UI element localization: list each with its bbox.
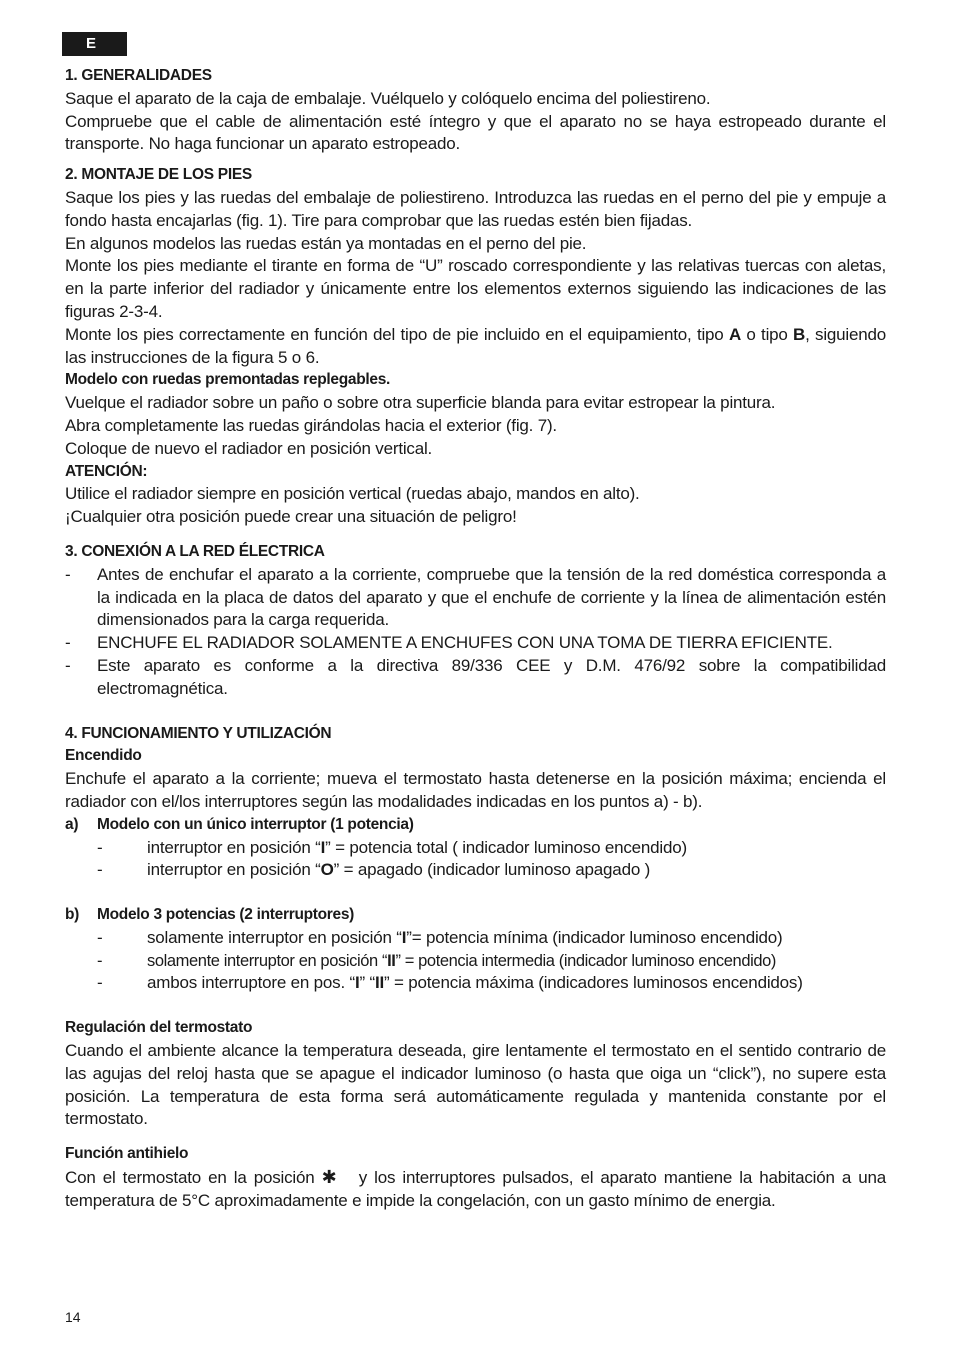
- list-item: [65, 655, 886, 701]
- section-2-paragraph: Utilice el radiador siempre en posición vertical (ruedas abajo, mandos en alto).: [65, 484, 640, 504]
- model-a-label: Modelo con un único interruptor (1 potencia): [97, 815, 414, 833]
- text-span: ” = potencia total ( indicador luminoso encendido): [325, 837, 687, 857]
- on-subtitle: Encendido: [65, 747, 142, 765]
- model-subtitle: Modelo con ruedas premontadas replegables.: [65, 371, 391, 389]
- text-span: ” “: [359, 973, 375, 993]
- section-2-paragraph: Abra completamente las ruedas girándolas hacia el exterior (fig. 7).: [65, 415, 557, 435]
- text-span: ” = potencia máxima (indicadores luminosos encendidos): [384, 973, 803, 993]
- text-span: solamente interruptor en posición “: [147, 927, 402, 947]
- list-item-text: Antes de enchufar el aparato a la corriente, compruebe que la tensión de la red doméstica corresponda a la indicada en la placa de datos del aparato y que el enchufe de corriente y la línea de alimentación estén dimensionados para la carga requerida.: [97, 564, 886, 630]
- model-b-label: Modelo 3 potencias (2 interruptores): [97, 906, 355, 924]
- language-tab: E: [62, 32, 127, 56]
- section-2-paragraph: Coloque de nuevo el radiador en posición vertical.: [65, 438, 433, 458]
- text-span: , siguiendo las instrucciones de la figura 5 o 6.: [65, 324, 887, 367]
- list-item: [65, 927, 886, 950]
- switch-symbol: II: [387, 951, 396, 970]
- list-item: [65, 837, 886, 860]
- snowflake-icon: ✱: [321, 1167, 337, 1188]
- section-2-paragraph: Saque los pies y las ruedas del embalaje de poliestireno. Introduzca las ruedas en el perno del pie y empuje a fondo hasta encajarlas (fig. 1). Tire para comprobar que las ruedas estén bien fijadas.: [65, 187, 886, 230]
- dash-marker: -: [97, 860, 103, 880]
- switch-symbol: I: [320, 837, 326, 857]
- item-letter: a): [65, 815, 79, 833]
- item-letter: b): [65, 906, 80, 924]
- switch-symbol: O: [320, 860, 334, 880]
- text-span: ”= potencia mínima (indicador luminoso encendido): [406, 927, 783, 947]
- list-item-text: ENCHUFE EL RADIADOR SOLAMENTE A ENCHUFES CON UNA TOMA DE TIERRA EFICIENTE.: [97, 633, 833, 653]
- list-item: [65, 859, 886, 882]
- dash-marker: -: [97, 951, 103, 970]
- attention-label: ATENCIÓN:: [65, 462, 148, 480]
- model-a-title: [65, 814, 886, 837]
- section-4-title: 4. FUNCIONAMIENTO Y UTILIZACIÓN: [65, 724, 332, 742]
- section-2-paragraph: En algunos modelos las ruedas están ya montadas en el perno del pie.: [65, 233, 587, 253]
- list-item: [65, 950, 886, 973]
- section-1-paragraph: Saque el aparato de la caja de embalaje. Vuélquelo y colóquelo encima del poliestireno.: [65, 88, 711, 108]
- dash-marker: -: [65, 564, 71, 584]
- section-1-paragraph: Compruebe que el cable de alimentación esté íntegro y que el aparato no se haya estropeado durante el transporte. No haga funcionar un aparato estropeado.: [65, 111, 886, 154]
- dash-marker: -: [65, 655, 71, 675]
- text-span: o tipo: [741, 324, 794, 344]
- section-2-paragraph: ¡Cualquier otra posición puede crear una situación de peligro!: [65, 507, 517, 527]
- dash-marker: -: [97, 973, 103, 993]
- section-4-paragraph: Enchufe el aparato a la corriente; mueva el termostato hasta detenerse en la posición máxima; encienda el radiador con el/los interruptores según las modalidades indicadas en los puntos a) - b).: [65, 769, 886, 811]
- dash-marker: -: [97, 927, 103, 947]
- list-item: [65, 632, 886, 655]
- list-item-text: Este aparato es conforme a la directiva 89/336 CEE y D.M. 476/92 sobre la compatibilidad electromagnética.: [97, 655, 886, 698]
- section-3-title: 3. CONEXIÓN A LA RED ÉLECTRICA: [65, 542, 325, 560]
- text-span: ” = apagado (indicador luminoso apagado ): [333, 860, 651, 880]
- section-2-paragraph: Monte los pies mediante el tirante en forma de “U” roscado correspondiente y las relativas tuercas con aletas, en la parte inferior del radiador y únicamente entre los elementos externos siguiendo las indicaciones de las figuras 2-3-4.: [65, 256, 886, 321]
- document-body: [65, 65, 886, 1213]
- text-span: Con el termostato en la posición: [65, 1168, 322, 1188]
- list-item: [65, 564, 886, 632]
- switch-symbol: I: [401, 927, 407, 947]
- switch-symbol: II: [374, 973, 384, 993]
- dash-marker: -: [65, 633, 71, 653]
- thermostat-subtitle: Regulación del termostato: [65, 1019, 253, 1037]
- foot-type-a: A: [728, 324, 742, 344]
- text-span: solamente interruptor en posición “: [147, 951, 388, 970]
- section-2-paragraph: Vuelque el radiador sobre un paño o sobre otra superficie blanda para evitar estropear la pintura.: [65, 393, 776, 413]
- section-4-paragraph: [65, 1166, 886, 1213]
- section-1-title: 1. GENERALIDADES: [65, 67, 212, 84]
- switch-symbol: I: [354, 973, 360, 993]
- text-span: ambos interruptore en pos. “: [147, 973, 355, 993]
- model-b-title: [65, 904, 886, 927]
- section-4-paragraph: Cuando el ambiente alcance la temperatura deseada, gire lentamente el termostato en el sentido contrario de las agujas del reloj hasta que se apague el indicador luminoso (o hasta que oiga un “click”), no supere esta posición. La temperatura de esta forma será automáticamente regulada y mantenida constante por el termostato.: [65, 1041, 886, 1129]
- dash-marker: -: [97, 837, 103, 857]
- text-span: interruptor en posición “: [147, 837, 321, 857]
- text-span: Monte los pies correctamente en función del tipo de pie incluido en el equipamiento, tipo: [65, 324, 729, 344]
- text-span: y los interruptores pulsados, el aparato mantiene la habitación a una temperatura de 5°C aproximadamente e impide la congelación, con un gasto mínimo de energia.: [65, 1168, 886, 1210]
- page-number: 14: [65, 1309, 81, 1325]
- section-2-title: 2. MONTAJE DE LOS PIES: [65, 166, 252, 184]
- foot-type-b: B: [793, 324, 806, 344]
- antifreeze-subtitle: Función antihielo: [65, 1145, 189, 1163]
- text-span: interruptor en posición “: [147, 860, 321, 880]
- text-span: ” = potencia intermedia (indicador luminoso encendido): [395, 951, 777, 970]
- section-2-paragraph: [65, 324, 886, 370]
- list-item: [65, 972, 886, 995]
